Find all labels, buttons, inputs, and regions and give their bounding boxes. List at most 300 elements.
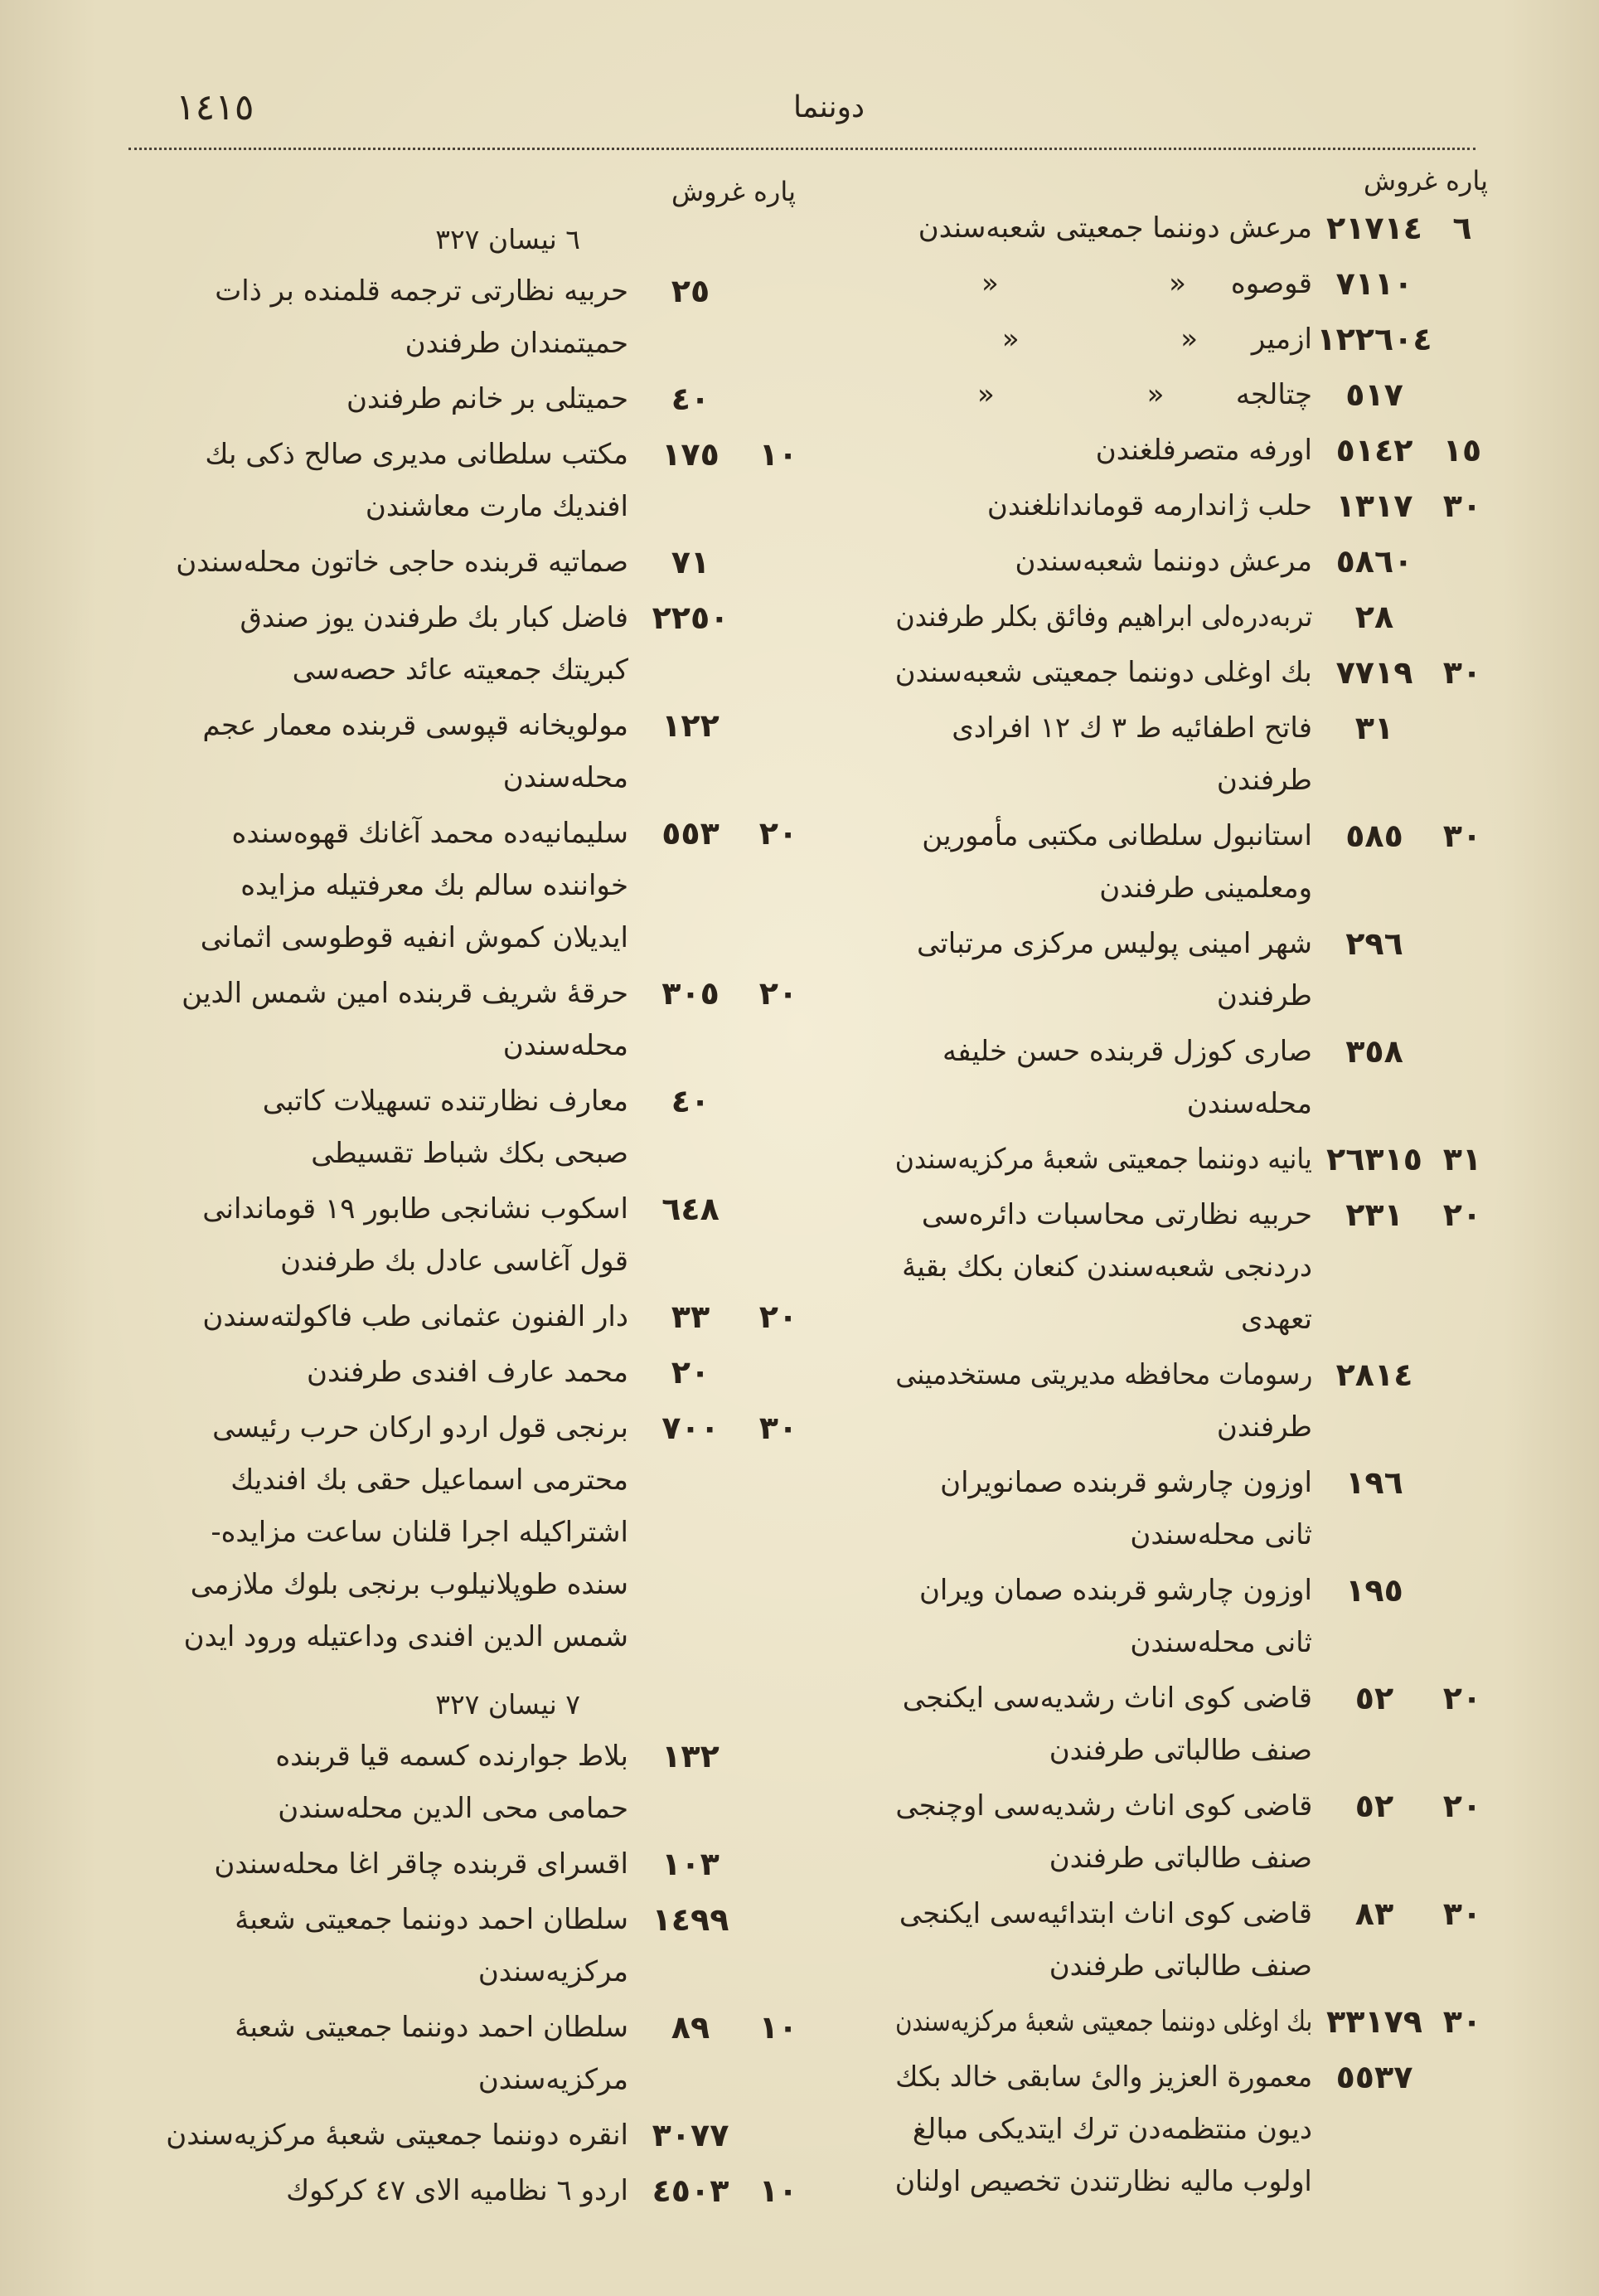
- ledger-entry: [895, 702, 1488, 807]
- description-line: [895, 1996, 1312, 2048]
- para-amount: ١٠: [758, 2172, 798, 2209]
- entry-description: [124, 1183, 628, 1288]
- description-line-text: ثانی محله‌سندن: [1130, 1626, 1312, 1659]
- para-amount: ٦: [1452, 210, 1472, 246]
- description-line-text: صنف طالباتی طرفندن: [1049, 1842, 1312, 1875]
- description-line: [895, 1888, 1312, 1940]
- gurush-amount: ٢١٧١٤: [1326, 210, 1422, 246]
- description-line: [124, 1347, 628, 1399]
- left-column-entries: [124, 213, 804, 2217]
- description-line: [124, 2054, 628, 2106]
- gurush-amount: ٢٨١٤: [1335, 1357, 1413, 1393]
- description-line: [124, 536, 628, 589]
- entry-description: [124, 1291, 628, 1343]
- ledger-entry: [895, 369, 1488, 421]
- description-line: [895, 480, 1312, 532]
- entry-description: [895, 1189, 1312, 1346]
- description-line: [895, 2156, 1312, 2208]
- ledger-entry: [124, 592, 804, 697]
- entry-description: [124, 536, 628, 589]
- entry-description: [895, 810, 1312, 915]
- ledger-entry: [895, 1888, 1488, 1993]
- description-line-text: مكتب سلطانی مديری صالح ذكی بك: [205, 438, 628, 471]
- gurush-amount: ٧١: [671, 544, 710, 580]
- entry-description: [895, 1888, 1312, 1993]
- para-amount: ١٠: [758, 436, 798, 473]
- entry-description: [124, 2165, 628, 2217]
- gurush-amount: ١٤٩٩: [652, 1901, 729, 1938]
- entry-description: [895, 1672, 1312, 1777]
- description-line: [124, 592, 628, 644]
- entry-description: [124, 592, 628, 697]
- description-line: [124, 1559, 628, 1611]
- gurush-amount: ٥١٧: [1345, 376, 1403, 413]
- gurush-amount: ٢٨: [1354, 599, 1394, 635]
- gurush-amount: ١٧٥: [661, 436, 720, 473]
- description-line: [124, 481, 628, 533]
- entry-description: [124, 1347, 628, 1399]
- entry-description: [895, 918, 1312, 1022]
- entry-description: [895, 202, 1312, 255]
- ledger-entry: [124, 429, 804, 533]
- description-line-text: تربه‌دره‌لی ابراهيم وفائق بكلر طرفندن: [894, 600, 1312, 633]
- para-amount: [1437, 369, 1488, 421]
- description-line-text: مرعش دوننما شعبه‌سندن: [1015, 545, 1312, 578]
- gurush-amount: ١٣٢: [661, 1738, 720, 1774]
- gurush-amount: ١٢٢٦٠٤: [1316, 321, 1432, 357]
- gurush-amount: ٨٣: [1354, 1896, 1394, 1932]
- gurush-amount: ١٢٢: [661, 707, 720, 744]
- entry-description: [124, 1894, 628, 1998]
- gurush-amount: ١٩٦: [1345, 1464, 1403, 1501]
- description-line: [124, 1291, 628, 1343]
- description-line: [124, 1020, 628, 1072]
- para-amount: ٣١: [1442, 1141, 1482, 1177]
- description-line-text: حربيه نظارتی ترجمه قلمنده بر ذات: [215, 274, 628, 308]
- description-line: [895, 202, 1312, 255]
- description-line: [895, 862, 1312, 915]
- description-line-text: كبريتك جمعيته عائد حصه‌سی: [292, 653, 628, 687]
- gurush-amount: ٦٤٨: [661, 1191, 720, 1227]
- running-title: دوننما: [792, 90, 865, 124]
- description-line: [895, 1565, 1312, 1617]
- entry-description: [895, 425, 1312, 477]
- right-column: [895, 159, 1488, 2211]
- para-amount: [1437, 258, 1488, 310]
- description-line-text: بك اوغلی دوننما جمعيتی شعبهٔ مركزيه‌سندن: [894, 2005, 1312, 2038]
- description-line: [124, 860, 628, 912]
- description-line: [124, 1611, 628, 1663]
- para-amount: ٣٠: [1442, 654, 1482, 691]
- gurush-amount: ٣٣١٧٩: [1326, 2003, 1422, 2040]
- description-line-text: معمورة العزيز والیٔ سابقی خالد بكك: [894, 2061, 1312, 2094]
- ledger-entry: [124, 2002, 804, 2106]
- gurush-amount: ٢٣١: [1345, 1197, 1403, 1233]
- gurush-amount: ٥١٤٢: [1335, 432, 1413, 468]
- para-amount: [1437, 536, 1488, 588]
- description-line: [124, 1894, 628, 1946]
- ledger-entry: [895, 1672, 1488, 1777]
- entry-description: [895, 313, 1312, 366]
- description-line: [895, 369, 1312, 421]
- description-line-text: حربيه نظارتی محاسبات دائره‌سی: [921, 1198, 1312, 1231]
- description-line-text: صماتيه قربنده حاجی خاتون محله‌سندن: [176, 546, 628, 579]
- description-line-text: شهر امينی پوليس مركزی مرتباتی: [916, 927, 1312, 960]
- ledger-entry: [124, 700, 804, 804]
- description-line: [895, 1401, 1312, 1454]
- description-line-text: صبحی بكك شباط تقسيطی: [311, 1137, 628, 1170]
- entry-description: [895, 536, 1312, 588]
- ledger-entry: [895, 591, 1488, 643]
- description-line-text: شمس الدين افندی وداعتيله ورود ايدن: [183, 1620, 628, 1653]
- description-line-text: اوزون چارشو قربنده صمانويران: [940, 1466, 1312, 1499]
- entry-description: [124, 2109, 628, 2162]
- ledger-entry: [895, 1996, 1488, 2048]
- description-line: [895, 2051, 1312, 2104]
- description-line: [895, 1349, 1312, 1401]
- description-line-text: چتالجه « «: [977, 378, 1312, 411]
- entry-description: [124, 1402, 628, 1663]
- description-line-text: فاتح اطفائيه ط ٣ ك ١٢ افرادی: [952, 711, 1312, 745]
- description-line: [895, 970, 1312, 1022]
- gurush-amount: ٥٢: [1354, 1788, 1394, 1824]
- gurush-amount: ٣٠٥: [661, 975, 720, 1012]
- gurush-amount: ٢٩٦: [1345, 925, 1403, 962]
- para-amount: ٢٠: [758, 975, 798, 1012]
- description-line-text: قاضی كوی اناث رشديه‌سی ايكنجی: [902, 1682, 1312, 1715]
- description-line: [895, 591, 1312, 643]
- description-line-text: ازمير « «: [1001, 323, 1312, 356]
- para-amount: ١٠: [758, 2009, 798, 2046]
- description-line-text: طرفندن: [1216, 764, 1312, 797]
- description-line: [124, 1454, 628, 1507]
- para-amount: ٣٠: [758, 1410, 798, 1446]
- description-line-text: ثانی محله‌سندن: [1130, 1518, 1312, 1551]
- para-amount: [753, 1183, 804, 1235]
- description-line: [895, 1241, 1312, 1294]
- para-amount: ٢٠: [1442, 1788, 1482, 1824]
- description-line-text: صاری كوزل قربنده حسن خليفه: [942, 1035, 1312, 1068]
- description-line-text: ايديلان كموش انفيه قوطوسی اثمانی: [200, 921, 628, 954]
- description-line-text: سليمانيه‌ده محمد آغانك قهوه‌سنده: [231, 817, 628, 850]
- ledger-entry: [895, 1026, 1488, 1130]
- entry-description: [124, 808, 628, 964]
- description-line: [895, 536, 1312, 588]
- gurush-amount: ٣٣: [671, 1298, 710, 1335]
- description-line: [124, 1183, 628, 1235]
- description-line-text: خواننده سالم بك معرفتيله مزايده: [240, 869, 628, 902]
- description-line: [895, 1832, 1312, 1885]
- description-line: [895, 1617, 1312, 1669]
- description-line: [895, 1780, 1312, 1832]
- description-line-text: اشتراكيله اجرا قلنان ساعت مزايده-: [211, 1516, 628, 1549]
- entry-description: [895, 1457, 1312, 1561]
- right-column-entries: [895, 202, 1488, 2208]
- para-amount: ٣٠: [1442, 1896, 1482, 1932]
- description-line: [895, 810, 1312, 862]
- right-column-header: پاره غروش: [1364, 165, 1488, 197]
- para-amount: [1437, 1026, 1488, 1078]
- description-line-text: مركزيه‌سندن: [477, 1955, 628, 1988]
- description-line-text: محمد عارف افندی طرفندن: [307, 1356, 628, 1389]
- description-line-text: اورفه متصرفلغندن: [1095, 434, 1312, 467]
- gurush-amount: ٥٨٥: [1345, 818, 1403, 854]
- para-amount: [1437, 2051, 1488, 2104]
- gurush-amount: ٤٠: [671, 1083, 710, 1119]
- para-amount: [753, 1894, 804, 1946]
- ledger-entry: [895, 425, 1488, 477]
- entry-description: [124, 1075, 628, 1180]
- entry-description: [895, 2051, 1312, 2208]
- description-line: [124, 700, 628, 752]
- description-line-text: حرقهٔ شريف قربنده امين شمس الدين: [182, 977, 628, 1010]
- description-line: [895, 1133, 1312, 1186]
- description-line: [895, 1940, 1312, 1993]
- entry-description: [124, 429, 628, 533]
- description-line: [895, 647, 1312, 699]
- description-line-text: قاضی كوی اناث رشديه‌سی اوچنجی: [894, 1789, 1312, 1823]
- entry-description: [124, 2002, 628, 2106]
- ledger-entry: [124, 1347, 804, 1399]
- description-line-text: اقسرای قربنده چاقر اغا محله‌سندن: [214, 1847, 628, 1881]
- ledger-entry: [124, 1894, 804, 1998]
- ledger-entry: [895, 480, 1488, 532]
- entry-description: [895, 1780, 1312, 1885]
- para-amount: [753, 1075, 804, 1128]
- description-line-text: بلاط جوارنده كسمه قيا قربنده: [275, 1740, 628, 1773]
- ledger-entry: [895, 1780, 1488, 1885]
- header-dotted-rule: [128, 148, 1475, 150]
- description-line: [124, 968, 628, 1020]
- ledger-entry: [895, 647, 1488, 699]
- para-amount: ٢٠: [758, 815, 798, 852]
- para-amount: ١٥: [1442, 432, 1482, 468]
- ledger-entry: [124, 1075, 804, 1180]
- entry-description: [895, 1565, 1312, 1669]
- ledger-entry: [895, 1565, 1488, 1669]
- description-line-text: قول آغاسی عادل بك طرفندن: [280, 1245, 628, 1278]
- description-line-text: ومعلمينی طرفندن: [1099, 871, 1312, 905]
- ledger-entry: [895, 1349, 1488, 1454]
- para-amount: ٣٠: [1442, 488, 1482, 524]
- ledger-entry: [124, 1838, 804, 1891]
- description-line-text: محله‌سندن: [502, 1029, 628, 1062]
- description-line: [124, 1783, 628, 1835]
- description-line: [124, 318, 628, 370]
- ledger-entry: [124, 265, 804, 370]
- description-line: [895, 2104, 1312, 2156]
- left-column-header: پاره غروش: [671, 176, 796, 207]
- description-line-text: رسومات محافظه مديريتی مستخدمينی: [895, 1358, 1312, 1391]
- para-amount: [1437, 591, 1488, 643]
- para-amount: [753, 265, 804, 318]
- entry-description: [895, 369, 1312, 421]
- entry-description: [895, 1026, 1312, 1130]
- description-line-text: بك اوغلی دوننما جمعيتی شعبه‌سندن: [895, 656, 1312, 689]
- ledger-entry: [895, 1457, 1488, 1561]
- description-line-text: اسكوب نشانجی طابور ١٩ قوماندانی: [202, 1192, 628, 1226]
- description-line: [895, 1672, 1312, 1725]
- entry-description: [895, 1996, 1312, 2048]
- gurush-amount: ٥٥٣: [661, 815, 720, 852]
- description-line: [895, 1509, 1312, 1561]
- para-amount: [753, 373, 804, 425]
- entry-description: [895, 258, 1312, 310]
- description-line-text: ديون منتظمه‌دن ترك ايتديكی مبالغ: [912, 2113, 1312, 2146]
- description-line-text: معارف نظارتنده تسهيلات كاتبی: [262, 1085, 628, 1118]
- para-amount: [753, 592, 804, 644]
- description-line-text: افنديك مارت معاشندن: [365, 490, 628, 523]
- description-line-text: سلطان احمد دوننما جمعيتی شعبهٔ: [235, 1903, 628, 1936]
- ledger-entry: [124, 968, 804, 1072]
- para-amount: [1437, 702, 1488, 755]
- gurush-amount: ٧٧١٩: [1335, 654, 1413, 691]
- para-amount: [753, 1730, 804, 1783]
- gurush-amount: ٧٠٠: [661, 1410, 720, 1446]
- para-amount: ٣٠: [1442, 818, 1482, 854]
- description-line-text: اولوب ماليه نظارتندن تخصيص اولنان: [895, 2165, 1312, 2198]
- gurush-amount: ١٠٣: [661, 1846, 720, 1882]
- description-line-text: دردنجی شعبه‌سندن كنعان بكك بقيهٔ: [902, 1250, 1312, 1284]
- ledger-entry: [895, 1189, 1488, 1346]
- gurush-amount: ١٣١٧: [1335, 488, 1413, 524]
- para-amount: ٢٠: [1442, 1197, 1482, 1233]
- description-line: [124, 808, 628, 860]
- ledger-entry: [895, 2051, 1488, 2208]
- description-line: [895, 1026, 1312, 1078]
- ledger-entry: [895, 810, 1488, 915]
- gurush-amount: ١٩٥: [1345, 1572, 1403, 1609]
- entry-description: [895, 702, 1312, 807]
- gurush-amount: ٣٥٨: [1345, 1033, 1403, 1070]
- para-amount: [753, 700, 804, 752]
- description-line: [124, 1235, 628, 1288]
- description-line: [124, 1128, 628, 1180]
- description-line: [124, 373, 628, 425]
- ledger-entry: [124, 1730, 804, 1835]
- para-amount: ٢٠: [758, 1298, 798, 1335]
- description-line-text: طرفندن: [1216, 979, 1312, 1012]
- description-line-text: قوصوه « «: [981, 267, 1312, 300]
- para-amount: [753, 1347, 804, 1399]
- gurush-amount: ٤٠: [671, 381, 710, 417]
- entry-description: [895, 1133, 1312, 1186]
- ledger-entry: [124, 1402, 804, 1663]
- para-amount: [1437, 1457, 1488, 1509]
- description-line: [124, 1402, 628, 1454]
- description-line: [124, 1075, 628, 1128]
- description-line-text: قاضی كوی اناث ابتدائيه‌سی ايكنجی: [899, 1897, 1312, 1930]
- description-line: [124, 752, 628, 804]
- description-line: [124, 2109, 628, 2162]
- gurush-amount: ٧١١٠: [1335, 265, 1413, 302]
- gurush-amount: ٢٠: [671, 1354, 710, 1391]
- description-line: [895, 918, 1312, 970]
- para-amount: [1437, 918, 1488, 970]
- gurush-amount: ٣١: [1354, 710, 1394, 746]
- para-amount: [753, 536, 804, 589]
- gurush-amount: ٢٦٣١٥: [1326, 1141, 1422, 1177]
- description-line-text: حلب ژاندارمه قوماندانلغندن: [986, 489, 1312, 522]
- description-line: [895, 425, 1312, 477]
- entry-description: [124, 1730, 628, 1835]
- para-amount: [1437, 313, 1488, 366]
- left-column: [124, 170, 804, 2221]
- description-line-text: صنف طالباتی طرفندن: [1049, 1949, 1312, 1983]
- entry-description: [124, 968, 628, 1072]
- entry-description: [895, 480, 1312, 532]
- description-line: [895, 1457, 1312, 1509]
- entry-description: [895, 591, 1312, 643]
- description-line: [124, 644, 628, 697]
- ledger-entry: [124, 1291, 804, 1343]
- gurush-amount: ٢٢٥٠: [652, 599, 729, 636]
- description-line-text: مركزيه‌سندن: [477, 2063, 628, 2096]
- description-line: [124, 1507, 628, 1559]
- description-line-text: اوزون چارشو قربنده صمان ويران: [918, 1574, 1312, 1607]
- para-amount: [753, 2109, 804, 2162]
- ledger-entry: [124, 2109, 804, 2162]
- description-line-text: مرعش دوننما جمعيتی شعبه‌سندن: [918, 211, 1312, 245]
- description-line-text: حمامی محی الدين محله‌سندن: [278, 1792, 628, 1825]
- description-line: [895, 702, 1312, 755]
- description-line: [124, 912, 628, 964]
- para-amount: [1437, 1349, 1488, 1401]
- description-line-text: اردو ٦ نظاميه الای ٤٧ كركوك: [286, 2174, 628, 2207]
- description-line-text: سنده طوپلانيلوب برنجی بلوك ملازمی: [190, 1568, 628, 1601]
- date-heading: ٦ نيسان ٣٢٧: [435, 223, 580, 255]
- description-line: [895, 755, 1312, 807]
- ledger-entry: [124, 1183, 804, 1288]
- ledger-entry: [895, 258, 1488, 310]
- description-line-text: فاضل كبار بك طرفندن يوز صندق: [240, 601, 628, 634]
- description-line-text: محترمی اسماعيل حقی بك افنديك: [230, 1464, 628, 1497]
- entry-description: [895, 647, 1312, 699]
- entry-description: [124, 373, 628, 425]
- description-line-text: طرفندن: [1216, 1410, 1312, 1444]
- description-line: [895, 313, 1312, 366]
- ledger-entry: [124, 808, 804, 964]
- description-line-text: يانيه دوننما جمعيتی شعبهٔ مركزيه‌سندن: [894, 1143, 1312, 1176]
- entry-description: [124, 700, 628, 804]
- description-line-text: محله‌سندن: [1186, 1087, 1312, 1120]
- description-line: [895, 1725, 1312, 1777]
- gurush-amount: ٥٨٦٠: [1335, 543, 1413, 580]
- description-line: [124, 265, 628, 318]
- description-line: [124, 2002, 628, 2054]
- description-line: [124, 1946, 628, 1998]
- gurush-amount: ٨٩: [671, 2009, 710, 2046]
- entry-description: [124, 1838, 628, 1891]
- ledger-entry: [895, 202, 1488, 255]
- description-line-text: محله‌سندن: [502, 761, 628, 794]
- description-line: [895, 258, 1312, 310]
- ledger-entry: [895, 536, 1488, 588]
- ledger-entry: [124, 373, 804, 425]
- ledger-entry: [124, 536, 804, 589]
- para-amount: [1437, 1565, 1488, 1617]
- gurush-amount: ٥٢: [1354, 1680, 1394, 1716]
- description-line-text: حميتلی بر خانم طرفندن: [346, 382, 628, 415]
- description-line: [895, 1189, 1312, 1241]
- ledger-entry: [124, 2165, 804, 2217]
- description-line: [124, 1838, 628, 1891]
- entry-description: [895, 1349, 1312, 1454]
- description-line-text: تعهدی: [1241, 1303, 1312, 1336]
- description-line-text: استانبول سلطانی مكتبی مأمورين: [922, 819, 1312, 852]
- ledger-entry: [895, 1133, 1488, 1186]
- gurush-amount: ٢٥: [671, 273, 710, 309]
